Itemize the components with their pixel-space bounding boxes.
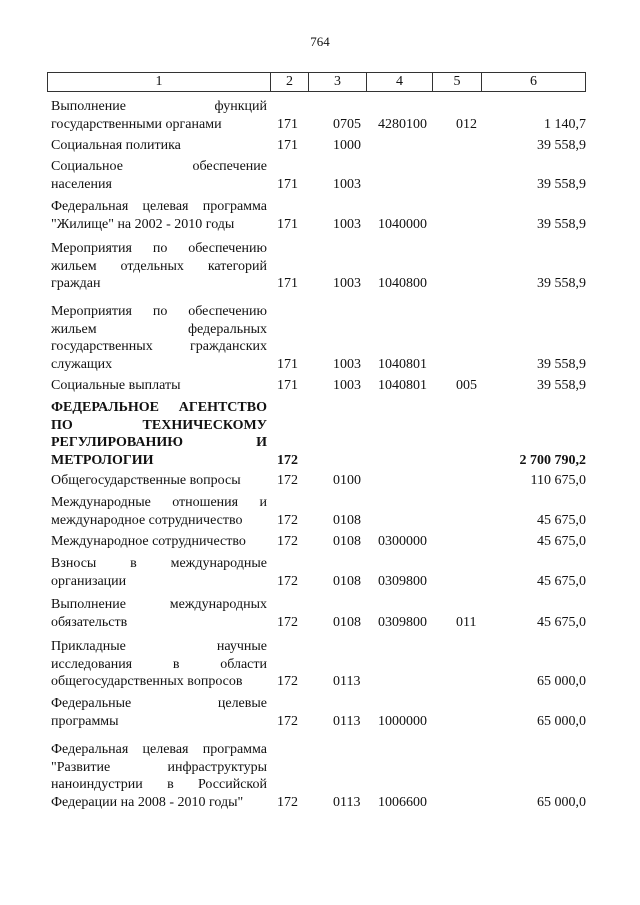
description-line: Федеральные целевые: [51, 696, 267, 711]
description-line: Взносы в международные: [51, 556, 267, 571]
description-line: Мероприятия по обеспечению: [51, 304, 267, 319]
table-header: [47, 72, 586, 92]
description-line: Общегосударственные вопросы: [51, 473, 241, 488]
row-description: [51, 98, 267, 133]
description-line: общегосударственных вопросов: [51, 674, 243, 689]
cell-c2: 172: [277, 674, 298, 689]
description-line: граждан: [51, 276, 101, 291]
description-line: наноиндустрии в Российской: [51, 777, 267, 792]
table-row: [51, 198, 586, 233]
cell-c2: 172: [277, 473, 298, 488]
cell-c3: 0100: [333, 473, 361, 488]
row-description: [51, 695, 267, 730]
description-line: МЕТРОЛОГИИ: [51, 452, 154, 468]
table-row: [51, 741, 586, 811]
cell-c5: 005: [456, 378, 477, 393]
cell-c4: 1040800: [378, 276, 427, 291]
cell-c3: 0108: [333, 534, 361, 549]
cell-c6: 45 675,0: [537, 614, 586, 630]
row-description: [51, 158, 267, 193]
description-line: Международные отношения и: [51, 495, 267, 510]
description-line: Социальные выплаты: [51, 378, 181, 393]
table-row: [51, 472, 586, 490]
row-description: [51, 303, 267, 373]
cell-c6: 45 675,0: [537, 573, 586, 589]
cell-c2: 172: [277, 534, 298, 549]
table-row: [51, 240, 586, 293]
cell-c6: 45 675,0: [537, 512, 586, 528]
cell-c6: 65 000,0: [537, 674, 586, 689]
cell-c3: 1003: [333, 356, 361, 372]
description-line: Федеральная целевая программа: [51, 199, 267, 214]
row-description: [51, 399, 267, 469]
description-line: жильем федеральных: [51, 321, 267, 337]
table-row: [51, 377, 586, 395]
table-row: [51, 158, 586, 193]
cell-c6: 39 558,9: [537, 216, 586, 232]
cell-c4: 1040801: [378, 356, 427, 372]
table-row: [51, 638, 586, 691]
row-description: [51, 533, 267, 551]
cell-c4: 1040801: [378, 378, 427, 393]
table-row: [51, 137, 586, 155]
cell-c2: 171: [277, 356, 298, 372]
table-row: [51, 596, 586, 631]
header-col-1: 1: [155, 74, 163, 89]
description-line: Выполнение функций: [51, 99, 267, 114]
cell-c4: 4280100: [378, 116, 427, 132]
cell-c5: 011: [456, 614, 477, 630]
description-line: РЕГУЛИРОВАНИЮ И: [51, 435, 267, 450]
cell-c3: 0108: [333, 512, 361, 528]
cell-c3: 1000: [333, 138, 361, 153]
row-description: [51, 596, 267, 631]
description-line: Социальная политика: [51, 138, 181, 153]
row-description: [51, 555, 267, 590]
table-row: [51, 98, 586, 133]
cell-c6: 1 140,7: [544, 116, 586, 132]
description-line: "Развитие инфраструктуры: [51, 759, 267, 775]
cell-c2: 171: [277, 116, 298, 132]
cell-c2: 172: [277, 512, 298, 528]
description-line: "Жилище" на 2002 - 2010 годы: [51, 216, 235, 232]
cell-c2: 171: [277, 378, 298, 393]
cell-c2: 172: [277, 614, 298, 630]
cell-c6: 110 675,0: [530, 473, 586, 488]
description-line: организации: [51, 573, 127, 589]
row-description: [51, 240, 267, 293]
description-line: служащих: [51, 356, 113, 372]
cell-c6: 39 558,9: [537, 138, 586, 153]
cell-c6: 39 558,9: [537, 176, 586, 192]
description-line: Федерации на 2008 - 2010 годы": [51, 794, 244, 810]
header-col-3: 3: [308, 73, 366, 91]
cell-c2: 171: [277, 276, 298, 291]
cell-c6: 39 558,9: [537, 356, 586, 372]
table-row: [51, 695, 586, 730]
cell-c4: 1000000: [378, 713, 427, 729]
cell-c2: 171: [277, 216, 298, 232]
cell-c3: 1003: [333, 378, 361, 393]
cell-c4: 1040000: [378, 216, 427, 232]
cell-c6: 2 700 790,2: [519, 452, 586, 468]
row-description: [51, 741, 267, 811]
description-line: Социальное обеспечение: [51, 159, 267, 174]
cell-c4: 0300000: [378, 534, 427, 549]
description-line: ПО ТЕХНИЧЕСКОМУ: [51, 417, 267, 433]
cell-c3: 0113: [333, 674, 361, 689]
cell-c3: 0108: [333, 573, 361, 589]
cell-c3: 1003: [333, 216, 361, 232]
cell-c3: 0113: [333, 794, 361, 810]
cell-c5: 012: [456, 116, 477, 132]
description-line: государственных гражданских: [51, 339, 267, 354]
cell-c3: 1003: [333, 176, 361, 192]
cell-c2: 172: [277, 794, 298, 810]
description-line: программы: [51, 713, 119, 729]
description-line: исследования в области: [51, 656, 267, 672]
row-description: [51, 198, 267, 233]
cell-c6: 65 000,0: [537, 794, 586, 810]
description-line: Мероприятия по обеспечению: [51, 241, 267, 256]
table-row: [51, 555, 586, 590]
description-line: обязательств: [51, 614, 128, 630]
cell-c6: 39 558,9: [537, 378, 586, 393]
description-line: Федеральная целевая программа: [51, 742, 267, 757]
cell-c4: 0309800: [378, 573, 427, 589]
description-line: государственными органами: [51, 116, 222, 132]
row-description: [51, 494, 267, 529]
row-description: [51, 137, 267, 155]
row-description: [51, 377, 267, 395]
cell-c3: 0705: [333, 116, 361, 132]
cell-c3: 1003: [333, 276, 361, 291]
cell-c2: 172: [277, 452, 298, 468]
description-line: населения: [51, 176, 112, 192]
cell-c4: 0309800: [378, 614, 427, 630]
description-line: Международное сотрудничество: [51, 534, 246, 549]
cell-c3: 0113: [333, 713, 361, 729]
cell-c6: 45 675,0: [537, 534, 586, 549]
description-line: Прикладные научные: [51, 639, 267, 654]
description-line: Выполнение международных: [51, 597, 267, 612]
table-row: [51, 399, 586, 469]
header-col-4: 4: [366, 73, 432, 91]
cell-c6: 39 558,9: [537, 276, 586, 291]
cell-c2: 171: [277, 138, 298, 153]
table-row: [51, 494, 586, 529]
cell-c2: 172: [277, 573, 298, 589]
cell-c6: 65 000,0: [537, 713, 586, 729]
table-row: [51, 303, 586, 373]
description-line: ФЕДЕРАЛЬНОЕ АГЕНТСТВО: [51, 400, 267, 415]
description-line: международное сотрудничество: [51, 512, 243, 528]
row-description: [51, 472, 267, 490]
table-row: [51, 533, 586, 551]
description-line: жильем отдельных категорий: [51, 258, 267, 274]
header-col-6: 6: [481, 73, 585, 91]
page-number: 764: [310, 34, 330, 49]
row-description: [51, 638, 267, 691]
header-col-2: 2: [270, 73, 308, 91]
cell-c2: 172: [277, 713, 298, 729]
cell-c4: 1006600: [378, 794, 427, 810]
cell-c2: 171: [277, 176, 298, 192]
cell-c3: 0108: [333, 614, 361, 630]
header-col-5: 5: [432, 73, 481, 91]
